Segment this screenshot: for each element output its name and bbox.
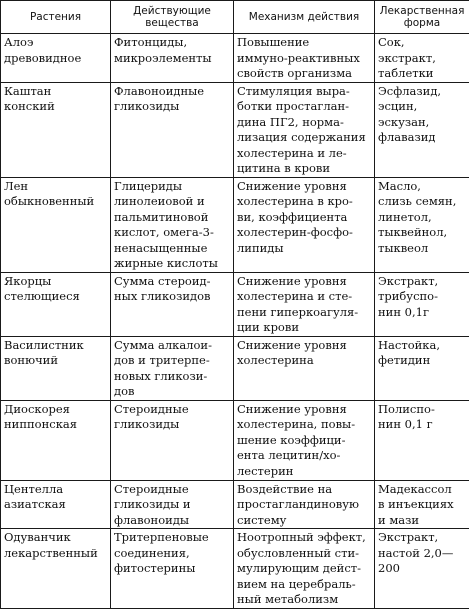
plant-cell: Центелла азиатская <box>1 480 111 529</box>
substance-cell: Сумма стероид- ных гликозидов <box>111 272 234 336</box>
header-dosage-form: Лекарственная форма <box>375 1 469 34</box>
plant-cell: Одуванчик лекарственный <box>1 529 111 609</box>
mechanism-cell: Повышение иммуно-реактивных свойств организма <box>234 34 375 83</box>
mechanism-cell: Снижение уровня холестерина в кро- ви, коэффициента холестерин-фосфо- липиды <box>234 177 375 272</box>
substance-cell: Глицериды линолеиовой и пальмитиновой кислот, омега-3- ненасыщенные жирные кислоты <box>111 177 234 272</box>
substance-cell: Тритерпеновые соединения, фитостерины <box>111 529 234 609</box>
mechanism-cell: Снижение уровня холестерина, повы- шение коэффици- ента лецитин/хо- лестерин <box>234 400 375 480</box>
table-row <box>1 177 469 272</box>
substance-cell: Стероидные гликозиды <box>111 400 234 480</box>
plant-cell: Лен обыкновенный <box>1 177 111 272</box>
form-cell: Мадекассол в инъекциях и мази <box>375 480 469 529</box>
table-row <box>1 272 469 336</box>
form-cell: Сок, экстракт, таблетки <box>375 34 469 83</box>
table-row <box>1 34 469 83</box>
mechanism-cell: Снижение уровня холестерина и сте- пени гиперкоагуля- ции крови <box>234 272 375 336</box>
form-cell: Эсфлазид, эсцин, эскузан, флавазид <box>375 82 469 177</box>
mechanism-cell: Воздействие на простагландиновую систему <box>234 480 375 529</box>
header-row <box>1 1 469 34</box>
substance-cell: Фитонциды, микроэлементы <box>111 34 234 83</box>
plant-cell: Диоскорея ниппонская <box>1 400 111 480</box>
substance-cell: Сумма алкалои- дов и тритерпе- новых гликози- дов <box>111 336 234 400</box>
form-cell: Настойка, фетидин <box>375 336 469 400</box>
substance-cell: Стероидные гликозиды и флавоноиды <box>111 480 234 529</box>
mechanism-cell: Ноотропный эффект, обусловленный сти- мулирующим дейст- вием на церебраль- ный метаболизм <box>234 529 375 609</box>
mechanism-cell: Стимуляция выра- ботки простаглан- дина ПГ2, норма- лизация содержания холестерина и ле- цитина в крови <box>234 82 375 177</box>
table-row <box>1 529 469 609</box>
header-plants: Растения <box>1 1 111 34</box>
form-cell: Экстракт, настой 2,0— 200 <box>375 529 469 609</box>
plant-cell: Алоэ древовидное <box>1 34 111 83</box>
header-mechanism: Механизм действия <box>234 1 375 34</box>
table-row <box>1 336 469 400</box>
substance-cell: Флавоноидные гликозиды <box>111 82 234 177</box>
form-cell: Масло, слизь семян, линетол, тыквейнол, тыквеол <box>375 177 469 272</box>
mechanism-cell: Снижение уровня холестерина <box>234 336 375 400</box>
form-cell: Полиспо- нин 0,1 г <box>375 400 469 480</box>
header-active-substances: Действующие вещества <box>111 1 234 34</box>
form-cell: Экстракт, трибуспо- нин 0,1г <box>375 272 469 336</box>
table-row <box>1 400 469 480</box>
table-row <box>1 480 469 529</box>
plant-cell: Якорцы стелющиеся <box>1 272 111 336</box>
plant-cell: Каштан конский <box>1 82 111 177</box>
plant-cell: Василистник вонючий <box>1 336 111 400</box>
table-row <box>1 82 469 177</box>
